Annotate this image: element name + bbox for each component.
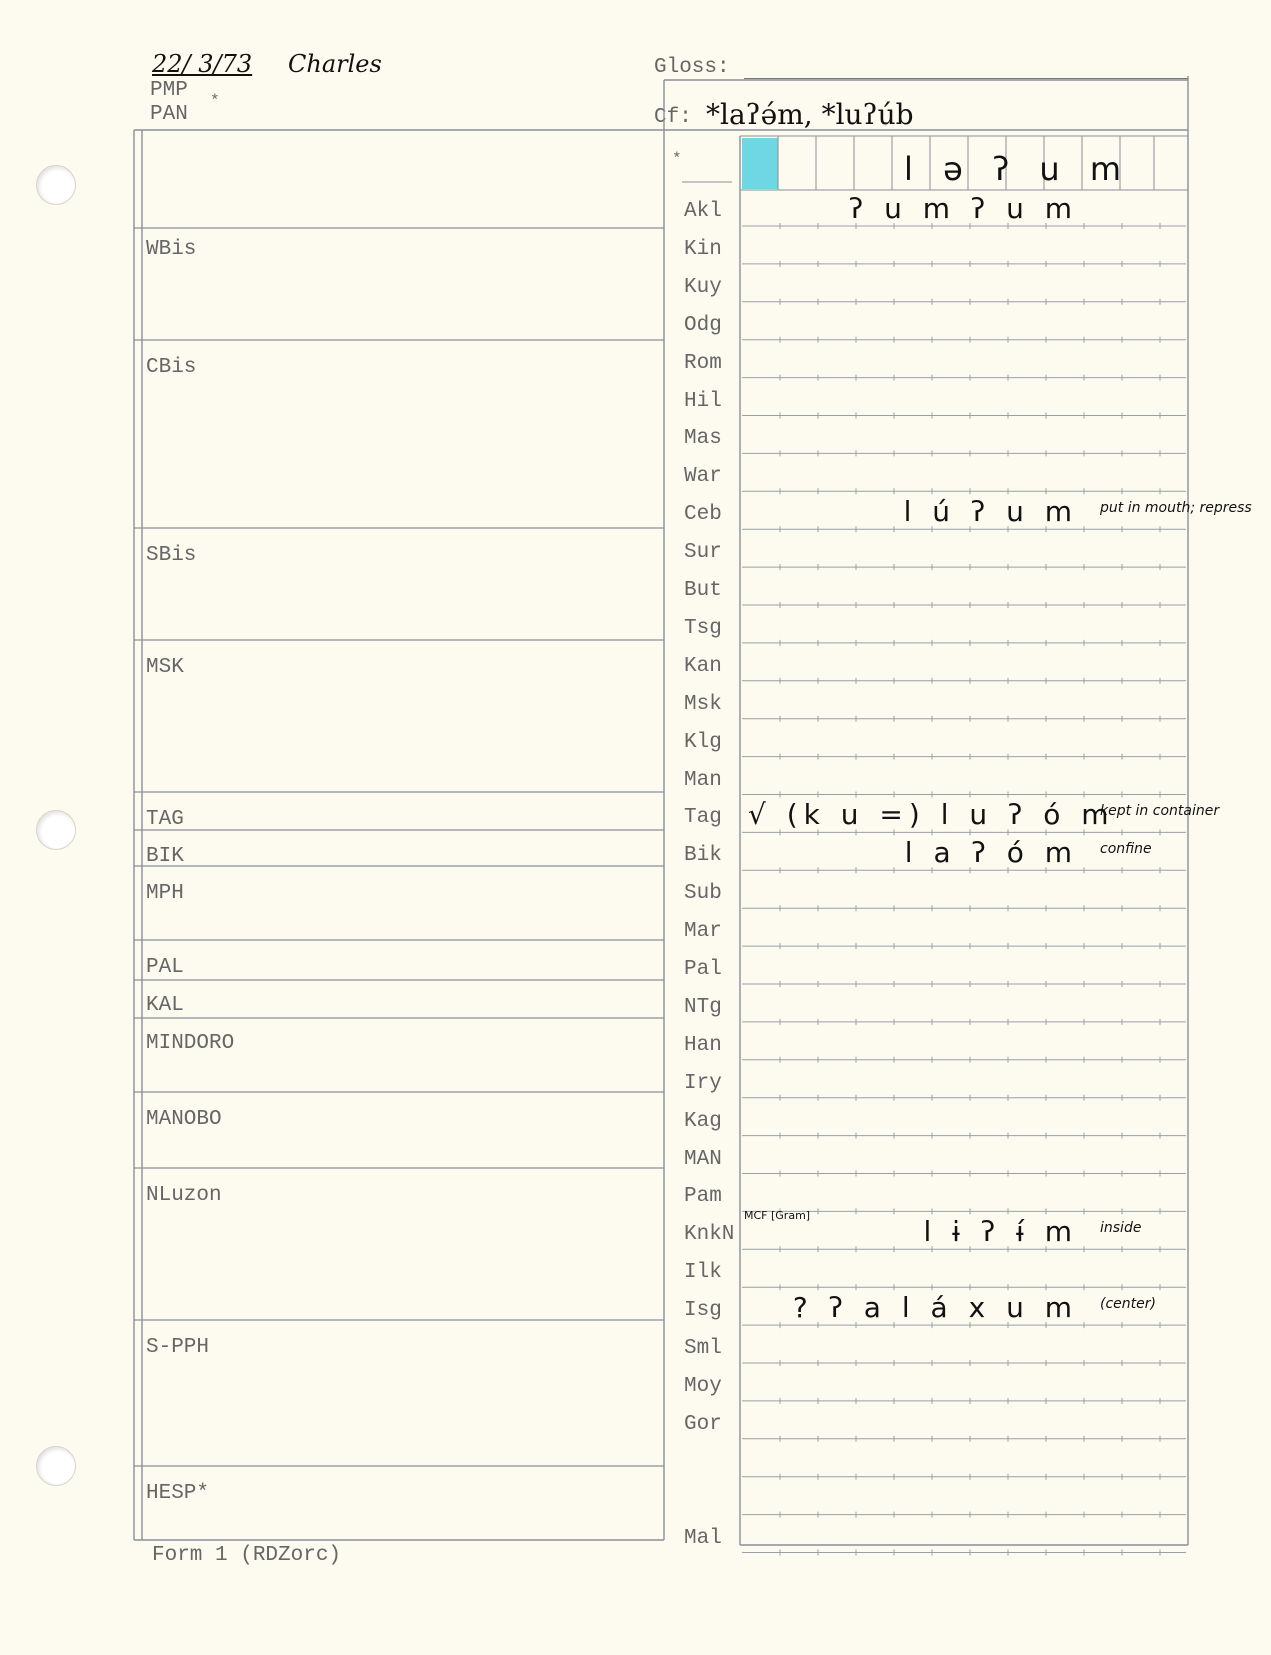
lang-code: Pam [684,1185,722,1209]
lang-code: Odg [684,313,722,337]
group-label-sbis: SBis [146,544,197,567]
lang-code: But [684,579,722,602]
group-label-mph: MPH [146,882,184,905]
lang-code: Mal [684,1526,722,1550]
lang-gloss: confine [1100,841,1152,858]
group-label-nluzon: NLuzon [146,1184,222,1207]
form-label: Form 1 (RDZorc) [152,1544,342,1567]
lang-code: MAN [684,1147,722,1171]
lang-code: Mar [684,920,722,944]
group-label-pal: PAL [146,956,184,979]
group-label-s-pph: S-PPH [146,1336,210,1359]
lang-code: Iry [684,1071,722,1095]
lang-code: Kin [684,237,722,261]
cf-value: *laʔə́m, *luʔúb [706,98,914,131]
header-level-pmp: PMP [150,79,188,102]
gloss-label: Gloss: [654,56,730,79]
group-label-bik: BIK [146,845,184,868]
lang-code: NTg [684,995,722,1019]
lang-form: ʔ u m ʔ u m [848,192,1078,225]
lang-code: Mas [684,427,722,451]
lang-gloss: inside [1100,1220,1142,1237]
proto-form: l ə ʔ u m [904,150,1132,188]
group-label-kal: KAL [146,994,184,1017]
lang-code: Gor [684,1412,722,1436]
header-author: Charles [288,50,382,78]
lang-gloss: kept in container [1100,803,1220,820]
lang-code: Rom [684,351,722,375]
lang-form: l ú ʔ u m [903,495,1078,529]
highlight-cell [742,138,778,189]
lang-code: Hil [684,389,722,413]
lang-code: Sub [684,882,722,906]
lang-code: Sur [684,541,722,565]
lang-source-note: MCF [Gram] [744,1209,811,1223]
lang-code: Han [684,1033,722,1057]
group-label-msk: MSK [146,656,184,679]
lang-code: Kan [684,654,722,678]
lang-form: l ɨ ʔ ɨ́ m [923,1215,1078,1249]
lang-code: Kag [684,1109,722,1133]
lang-form: l a ʔ ó m [904,836,1078,870]
lang-code: Ilk [684,1261,722,1285]
lang-code: Isg [684,1299,722,1323]
lang-form: ? ʔ a l á x u m [792,1291,1078,1325]
lang-code: Man [684,768,722,792]
lang-code: Sml [684,1337,722,1360]
lang-code: Msk [684,692,722,716]
lang-gloss: put in mouth; repress [1100,500,1252,517]
proto-prefix: * [672,150,682,168]
lang-code: Tsg [684,616,722,640]
lang-code: Akl [684,200,722,223]
header-asterisk: * [210,92,220,110]
lang-code: KnkN [684,1223,735,1247]
lang-code: Ceb [684,503,722,527]
header-date: 22/ 3/73 [152,50,253,78]
group-label-cbis: CBis [146,356,197,379]
lang-gloss: (center) [1100,1296,1156,1313]
group-label-wbis: WBis [146,238,197,261]
lang-code: Bik [684,844,722,868]
group-label-tag: TAG [146,808,184,831]
cf-label: Cf: [654,106,692,129]
lang-code: War [684,465,722,489]
lang-code: Klg [684,730,722,754]
header-level-pan: PAN [150,103,188,126]
lang-code: Kuy [684,275,722,299]
group-label-manobo: MANOBO [146,1108,222,1131]
lang-code: Tag [684,806,722,830]
lang-code: Pal [684,958,722,981]
lang-form: √ (k u =) l u ʔ ó m [748,798,1115,832]
group-label-hesp: HESP* [146,1482,210,1505]
group-label-mindoro: MINDORO [146,1032,235,1055]
lang-code: Moy [684,1374,722,1398]
